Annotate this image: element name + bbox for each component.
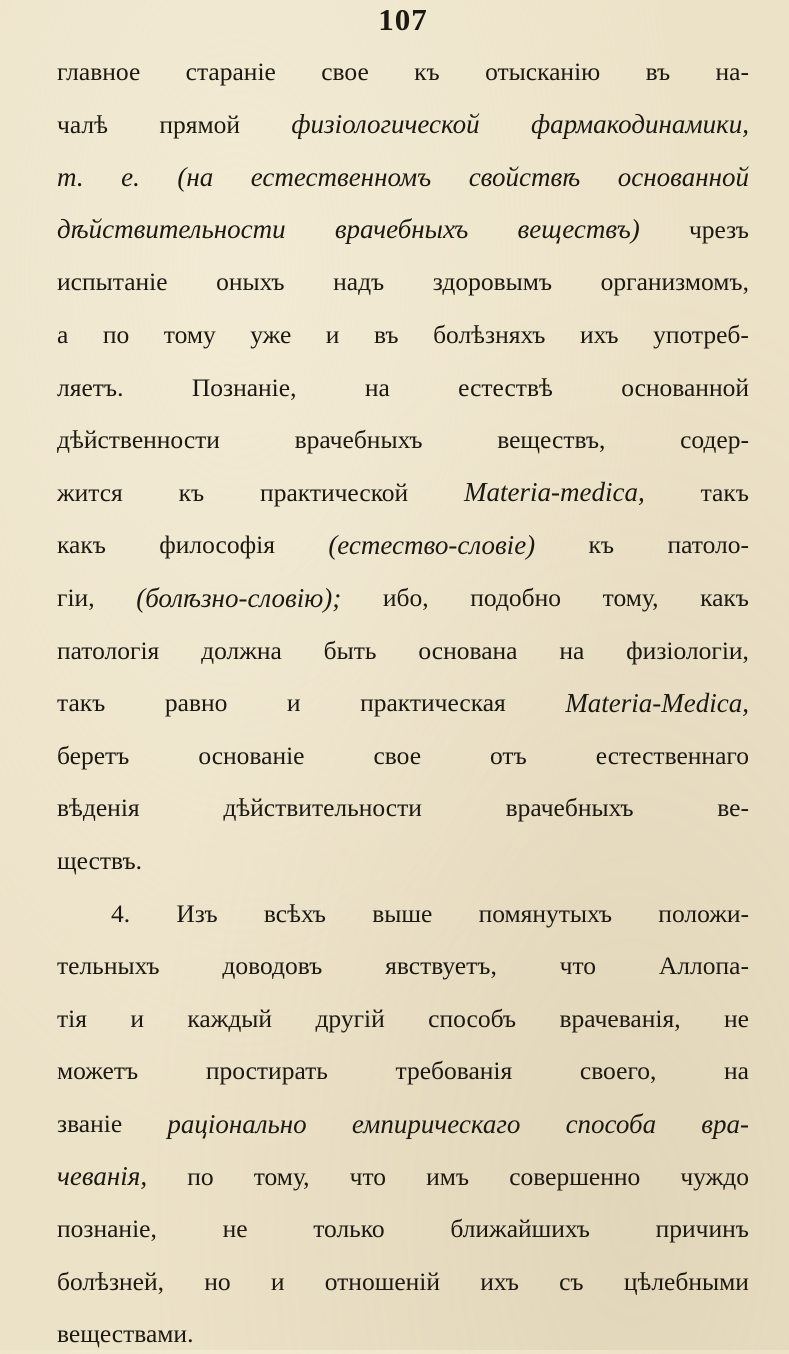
- word: врачеванія,: [559, 1003, 681, 1033]
- word: здоровымъ: [432, 267, 553, 297]
- italic-word: дѣйствительности: [57, 214, 286, 245]
- text-line: [57, 315, 749, 355]
- word: познаніе,: [57, 1214, 157, 1244]
- italic-word: чеванія,: [57, 1161, 148, 1192]
- word: другій: [315, 1003, 385, 1033]
- italic-word: основанной: [617, 161, 749, 192]
- italic-word: е.: [121, 161, 140, 192]
- text-line: [57, 631, 749, 671]
- italic-word: Materia-medica,: [464, 477, 645, 508]
- word: званіе: [57, 1109, 123, 1138]
- word: ве-: [717, 793, 749, 823]
- word: по: [102, 320, 130, 349]
- word: Аллопа-: [658, 951, 749, 981]
- text-line: [57, 946, 749, 986]
- word: свое: [373, 740, 422, 770]
- word: такъ: [700, 477, 749, 507]
- word: на: [724, 1056, 749, 1086]
- word: свое: [321, 57, 369, 86]
- word: Изъ: [176, 898, 218, 928]
- word: выше: [372, 898, 433, 928]
- word: уже: [250, 320, 292, 349]
- italic-word: естественномъ: [250, 161, 432, 192]
- word: съ: [559, 1266, 584, 1296]
- text-line: [57, 473, 749, 513]
- word: къ: [178, 477, 205, 507]
- word: главное: [57, 57, 141, 86]
- word: отношеній: [324, 1266, 441, 1296]
- word: веществъ,: [497, 425, 606, 455]
- text-line: [57, 578, 749, 618]
- word: надъ: [333, 267, 385, 297]
- word: что: [349, 1161, 387, 1191]
- word: чрезъ: [688, 214, 749, 244]
- text-line: [57, 683, 749, 723]
- word: такъ: [57, 688, 106, 718]
- word: только: [313, 1214, 385, 1244]
- word: основана: [418, 635, 518, 665]
- text-line: [57, 368, 749, 408]
- word: можетъ: [57, 1056, 139, 1086]
- word: гіи,: [57, 583, 95, 612]
- word: стараніе: [185, 57, 276, 86]
- word: цѣлебными: [623, 1266, 749, 1296]
- word: ихъ: [579, 320, 619, 349]
- word: на: [364, 372, 390, 402]
- italic-word: свойствѣ: [468, 161, 581, 192]
- word: практической: [260, 477, 409, 507]
- word: тому,: [253, 1161, 310, 1191]
- word: врачебныхъ: [294, 425, 423, 455]
- word: практическая: [360, 688, 506, 718]
- word: испытаніе: [57, 267, 168, 297]
- word: тельныхъ: [57, 951, 160, 981]
- word: явствуетъ,: [385, 951, 497, 981]
- italic-word: веществъ): [517, 214, 640, 245]
- word: отысканію: [485, 57, 601, 86]
- word: тія: [57, 1003, 87, 1033]
- word: и: [270, 1266, 285, 1296]
- word: тому: [163, 320, 216, 349]
- text-line: [57, 262, 749, 302]
- word: жится: [57, 477, 123, 507]
- word: простирать: [205, 1056, 328, 1086]
- word: естествѣ: [458, 372, 553, 402]
- word: на-: [715, 57, 749, 86]
- word: какъ: [700, 583, 749, 612]
- word: беретъ: [57, 740, 130, 770]
- word: по: [187, 1161, 214, 1191]
- text-line: [57, 52, 749, 92]
- word: а: [57, 320, 69, 349]
- word: ихъ: [480, 1266, 519, 1296]
- text-line: [57, 525, 749, 565]
- word: способъ: [428, 1003, 517, 1033]
- text-line: [57, 788, 749, 828]
- text-line: [57, 157, 749, 197]
- text-line: [57, 999, 749, 1039]
- word: патоло-: [667, 530, 749, 560]
- word: физіологіи,: [626, 635, 749, 665]
- text-line: [57, 736, 749, 776]
- word: ближайшихъ: [450, 1214, 590, 1244]
- word: ибо,: [382, 583, 429, 612]
- word: 4.: [111, 898, 131, 928]
- word: равно: [164, 688, 228, 718]
- italic-word: раціонально: [167, 1108, 307, 1139]
- word: оныхъ: [216, 267, 285, 297]
- word: основаніе: [198, 740, 305, 770]
- word: положи-: [658, 898, 749, 928]
- word: содер-: [680, 425, 749, 455]
- word: на: [559, 635, 585, 665]
- word: употреб-: [653, 320, 749, 349]
- word: отъ: [490, 740, 527, 770]
- word: что: [559, 951, 597, 981]
- word: подобно: [470, 583, 562, 612]
- word: въ: [645, 57, 671, 86]
- italic-word: емпирическаго: [351, 1108, 521, 1139]
- word: быть: [323, 635, 377, 665]
- text-line: [57, 210, 749, 250]
- word: и: [325, 320, 340, 349]
- italic-word: Materia-Medica,: [565, 687, 749, 718]
- word: и: [130, 1003, 144, 1033]
- text-line: [57, 105, 749, 145]
- text-line: [57, 1157, 749, 1197]
- word: веществами.: [57, 1319, 194, 1349]
- word: причинъ: [655, 1214, 749, 1244]
- word: требованія: [395, 1056, 513, 1086]
- word: тому,: [602, 583, 659, 612]
- word: прямой: [159, 109, 240, 139]
- italic-word: (на: [177, 161, 214, 192]
- word: въ: [373, 320, 399, 349]
- word: болѣзняхъ: [433, 320, 546, 349]
- italic-word: (естество-словіе): [328, 529, 536, 560]
- text-line: [57, 1262, 749, 1302]
- word: но: [204, 1266, 231, 1296]
- text-line: [57, 420, 749, 460]
- word: болѣзней,: [57, 1266, 165, 1296]
- word: Познаніе,: [191, 372, 297, 402]
- word: совершенно: [509, 1161, 641, 1191]
- word: ществъ.: [57, 846, 143, 875]
- word: врачебныхъ: [505, 793, 634, 823]
- text-line: [57, 1104, 749, 1144]
- word: доводовъ: [222, 951, 323, 981]
- italic-word: способа: [565, 1108, 657, 1139]
- word: всѣхъ: [263, 898, 326, 928]
- word: чуждо: [680, 1161, 749, 1191]
- text-line: [57, 1209, 749, 1249]
- word: патологія: [57, 635, 160, 665]
- word: имъ: [426, 1161, 470, 1191]
- word: каждый: [187, 1003, 273, 1033]
- italic-word: врачебныхъ: [334, 214, 469, 245]
- italic-word: т.: [57, 161, 84, 192]
- book-page: [57, 0, 749, 1350]
- word: къ: [588, 530, 615, 560]
- italic-word: физіологической: [291, 109, 480, 140]
- word: не: [723, 1003, 749, 1033]
- italic-word: фармакодинамики,: [531, 109, 749, 140]
- word: должна: [201, 635, 282, 665]
- word: чалѣ: [57, 109, 108, 139]
- word: какъ: [57, 530, 106, 560]
- word: дѣйственности: [57, 425, 220, 455]
- word: вѣденія: [57, 793, 140, 823]
- word: естественнаго: [595, 740, 749, 770]
- word: своего,: [579, 1056, 657, 1086]
- word: помянутыхъ: [478, 898, 613, 928]
- word: основанной: [621, 372, 749, 402]
- word: философія: [159, 530, 275, 560]
- italic-word: вра-: [701, 1108, 749, 1139]
- text-line: [57, 1051, 749, 1091]
- word: дѣйствительности: [223, 793, 422, 823]
- word: къ: [414, 57, 440, 86]
- word: и: [286, 688, 301, 718]
- text-line: [57, 1314, 749, 1354]
- word: ляетъ.: [57, 372, 124, 402]
- text-line: [57, 894, 749, 934]
- italic-word: (болѣзно-словію);: [136, 582, 342, 613]
- page-number: 107: [378, 2, 428, 37]
- word: организмомъ,: [600, 267, 749, 297]
- text-line: [57, 841, 749, 881]
- word: не: [222, 1214, 248, 1244]
